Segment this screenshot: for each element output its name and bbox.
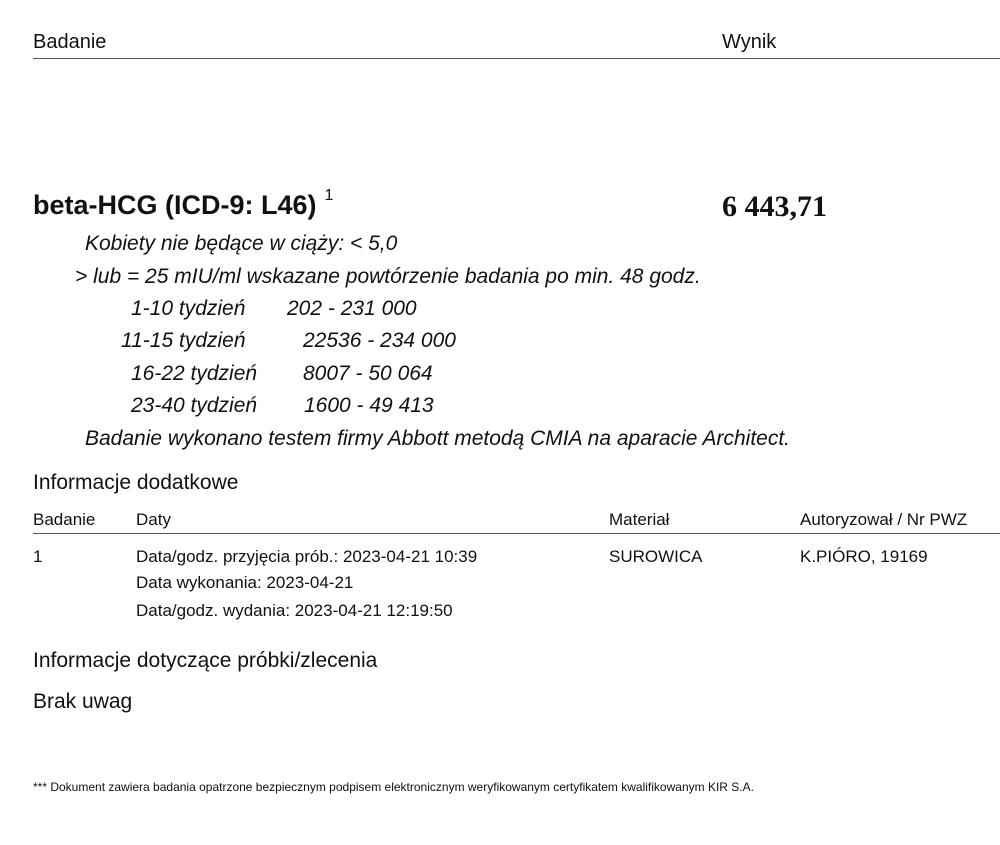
- test-footnote: 1: [324, 187, 334, 204]
- table-cell-date-performed: Data wykonania: 2023-04-21: [136, 573, 354, 592]
- table-header-divider: [33, 533, 1000, 534]
- reference-range-row: [131, 394, 434, 418]
- reference-range-value: 22536 - 234 000: [303, 329, 456, 352]
- header-divider: [33, 58, 1000, 59]
- reference-repeat-note: > lub = 25 mIU/ml wskazane powtórzenie badania po min. 48 godz.: [75, 265, 701, 288]
- reference-range-row: [131, 297, 417, 321]
- reference-range-row: [131, 362, 433, 386]
- table-cell-material: SUROWICA: [609, 547, 703, 566]
- sample-info-title: Informacje dotyczące próbki/zlecenia: [33, 649, 378, 672]
- reference-range-weeks: 11-15 tydzień: [121, 329, 246, 352]
- additional-info-title: Informacje dodatkowe: [33, 471, 239, 494]
- reference-non-pregnant: Kobiety nie będące w ciąży: < 5,0: [85, 232, 398, 255]
- table-header-dates: Daty: [136, 510, 171, 529]
- table-header-authorized: Autoryzował / Nr PWZ: [800, 510, 968, 529]
- reference-range-value: 8007 - 50 064: [303, 362, 433, 385]
- column-header-test: Badanie: [33, 31, 107, 53]
- table-header-test: Badanie: [33, 510, 96, 529]
- reference-range-value: 202 - 231 000: [287, 297, 417, 320]
- sample-info-note: Brak uwag: [33, 690, 133, 713]
- reference-range-weeks: 23-40 tydzień: [131, 394, 258, 417]
- test-name-label: beta-HCG (ICD-9: L46): [33, 190, 317, 220]
- test-result-value: 6 443,71: [722, 190, 827, 223]
- column-header-result: Wynik: [722, 31, 777, 53]
- table-cell-test: 1: [33, 547, 43, 566]
- reference-range-weeks: 16-22 tydzień: [131, 362, 258, 385]
- table-cell-date-received: Data/godz. przyjęcia prób.: 2023-04-21 10:39: [136, 547, 478, 566]
- table-header-material: Materiał: [609, 510, 670, 529]
- table-cell-date-issued: Data/godz. wydania: 2023-04-21 12:19:50: [136, 601, 453, 620]
- reference-range-value: 1600 - 49 413: [304, 394, 434, 417]
- reference-method: Badanie wykonano testem firmy Abbott metodą CMIA na aparacie Architect.: [85, 427, 791, 450]
- reference-range-weeks: 1-10 tydzień: [131, 297, 246, 320]
- test-name: [33, 187, 334, 221]
- table-cell-authorized: K.PIÓRO, 19169: [800, 547, 928, 566]
- footer-note: *** Dokument zawiera badania opatrzone bezpiecznym podpisem elektronicznym weryfikowanym certyfikatem kwalifikowanym KIR S.A.: [33, 780, 754, 794]
- reference-range-row: [121, 329, 456, 353]
